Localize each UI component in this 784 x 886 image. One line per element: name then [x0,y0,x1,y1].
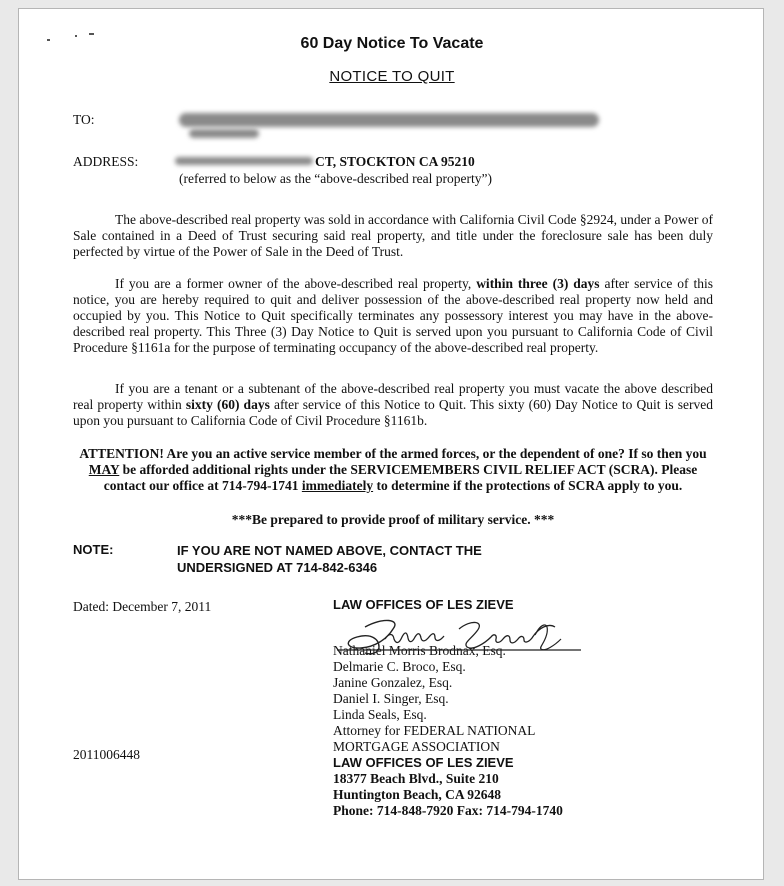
address-label: ADDRESS: [73,154,139,169]
para3-text: If you are a tenant or a subtenant of the above-described real property you must vacate the above described real property within [73,381,713,412]
address-note: (referred to below as the “above-described real property”) [179,171,492,186]
document-subtitle: NOTICE TO QUIT [329,68,455,85]
note-line-2: UNDERSIGNED AT 714-842-6346 [177,560,378,575]
attorney-name: Delmarie C. Broco, Esq. [333,659,466,674]
note-text [177,542,597,576]
attention-text-2: be afforded additional rights under the SERVICEMEMBERS CIVIL RELIEF ACT (SCRA). Please contact our office at 714-794-1741 [103,462,698,493]
attention-text: ATTENTION! Are you an active service member of the armed forces, or the dependent of one? If so then you [79,446,707,461]
handwritten-signature [335,613,585,657]
para2-deadline: within three (3) days [476,276,600,291]
paragraph-tenant [73,381,713,429]
para3-text-rest: after service of this Notice to Quit. This sixty (60) Day Notice to Quit is served upon you pursuant to California Code of Civil Procedure §1161b. [73,397,713,428]
redacted-street-address [175,157,313,165]
attention-text-3: to determine if the protections of SCRA apply to you. [373,478,683,493]
firm-name: LAW OFFICES OF LES ZIEVE [333,597,514,612]
attorney-for-client: MORTGAGE ASSOCIATION [333,739,500,754]
address-city: CT, STOCKTON CA 95210 [315,154,475,169]
attention-notice [75,446,711,494]
file-number: 2011006448 [73,747,140,762]
firm-street: 18377 Beach Blvd., Suite 210 [333,771,499,786]
redacted-recipient-name [179,113,599,127]
paragraph-sale: The above-described real property was sold in accordance with California Civil Code §2924, under a Power of Sale contained in a Deed of Trust securing said real property, and title under the foreclosure sale has been duly perfected by virtue of the Power of Sale in the Deed of Trust. [73,212,713,259]
attorney-name: Janine Gonzalez, Esq. [333,675,453,690]
para3-deadline: sixty (60) days [185,397,270,412]
redacted-recipient-name-line2 [189,129,259,138]
firm-name-footer: LAW OFFICES OF LES ZIEVE [333,755,514,770]
firm-city: Huntington Beach, CA 92648 [333,787,502,802]
military-proof-notice: ***Be prepared to provide proof of military service. *** [231,512,555,527]
attorney-name: Linda Seals, Esq. [333,707,427,722]
dated: Dated: December 7, 2011 [73,599,212,614]
document-page [18,8,764,880]
note-label: NOTE: [73,542,114,557]
attention-may: MAY [88,462,120,477]
paragraph-former-owner [73,276,713,356]
para2-text-rest: after service of this notice, you are hereby required to quit and deliver possession of the above-described real property now held and occupied by you. This Notice to Quit specifically terminates any possessory interest you may have in the above-described real property. This Three (3) Day Notice to Quit is served upon you pursuant to California Code of Civil Procedure §1161a for the purpose of terminating occupancy of the above-described real property. [73,276,713,355]
document-title: 60 Day Notice To Vacate [300,35,484,52]
attorney-for: Attorney for FEDERAL NATIONAL [333,723,536,738]
attorney-name: Nathaniel Morris Brodnax, Esq. [333,643,506,658]
para2-text: If you are a former owner of the above-described real property, [115,276,477,291]
firm-phone: Phone: 714-848-7920 Fax: 714-794-1740 [333,803,563,818]
attorney-name: Daniel I. Singer, Esq. [333,691,449,706]
to-label: TO: [73,112,95,127]
note-line-1: IF YOU ARE NOT NAMED ABOVE, CONTACT THE [177,543,482,558]
attention-immediately: immediately [301,478,374,493]
